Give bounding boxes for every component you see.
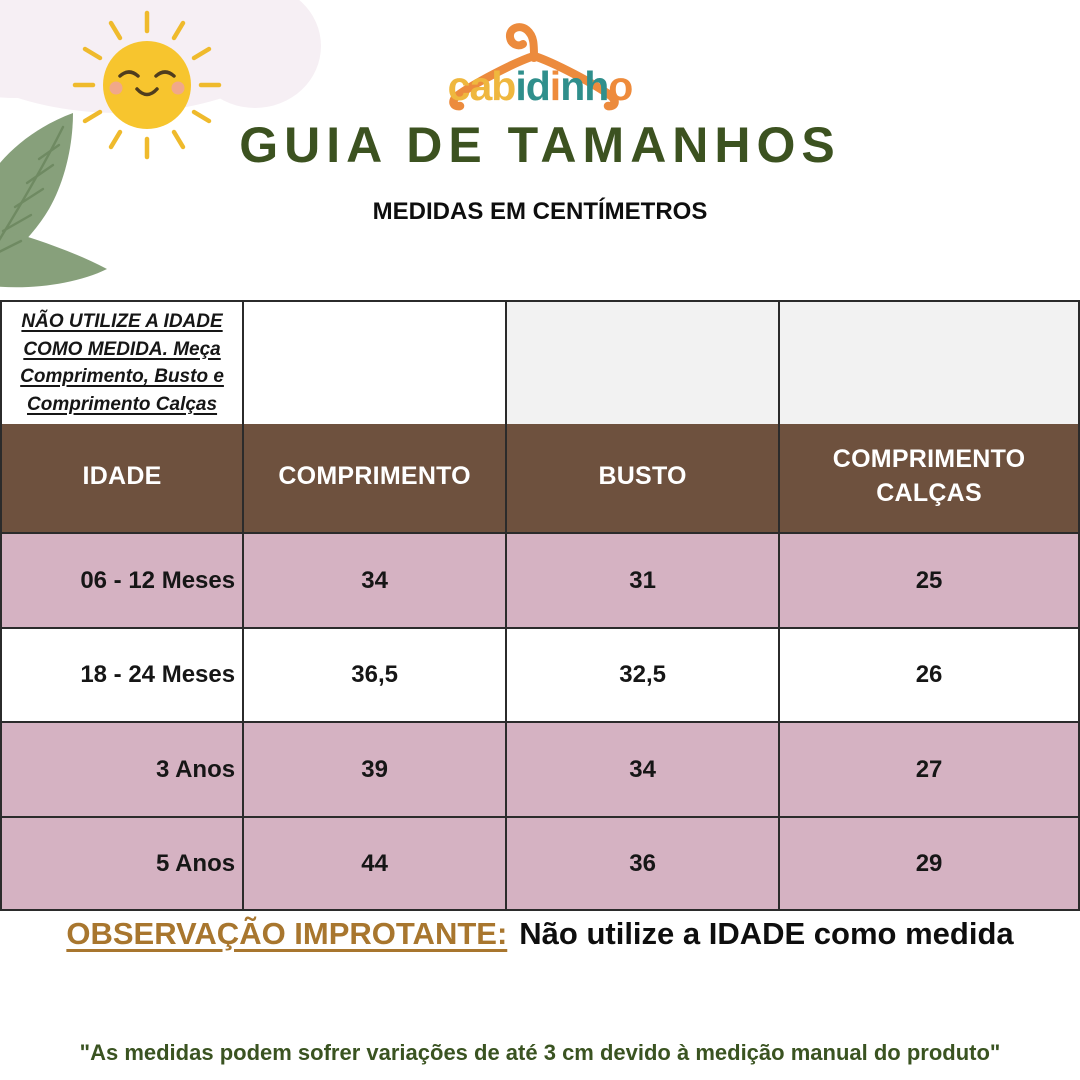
cell-comprimento: 44 [242,818,505,909]
empty-cell [242,302,505,424]
logo-letter: h [584,63,609,109]
logo-letter: o [608,63,633,109]
cell-idade: 06 - 12 Meses [80,566,236,594]
footer-quote: "As medidas podem sofrer variações de até 3 cm devido à medição manual do produto" [79,1040,1001,1065]
cell-busto: 32,5 [505,629,778,721]
table-note: NÃO UTILIZE A IDADE COMO MEDIDA. Meça Comprimento, Busto e Comprimento Calças [2,302,242,424]
empty-cell [505,302,778,424]
cell-comprimento-calcas: 29 [778,818,1078,909]
table-note-row [2,302,1078,420]
header-cell-comprimento-calcas: COMPRIMENTO CALÇAS [778,422,1078,532]
logo-letter: i [515,63,526,109]
logo-letter: d [525,63,550,109]
observation-label: OBSERVAÇÃO IMPROTANTE: [66,916,508,951]
size-table [0,300,1080,911]
logo-letter: a [469,63,492,109]
cell-comprimento-calcas: 26 [778,629,1078,721]
header-cell-comprimento: COMPRIMENTO [242,422,505,532]
table-header-row [2,420,1078,532]
logo-wordmark [0,64,1080,109]
logo-letter: c [447,63,470,109]
page-title: GUIA DE TAMANHOS [239,117,841,173]
observation-line [0,916,1080,952]
observation-text: Não utilize a IDADE como medida [519,916,1014,951]
logo-letter: i [549,63,561,109]
header-cell-idade: IDADE [82,462,162,491]
logo-letter: b [491,63,516,109]
empty-cell [778,302,1078,424]
table-row [2,816,1078,909]
cell-comprimento-calcas: 27 [778,723,1078,816]
logo-letter: n [560,63,585,109]
cell-idade: 3 Anos [155,755,236,783]
table-row [2,532,1078,627]
cell-busto: 34 [505,723,778,816]
header-cell-busto: BUSTO [505,422,778,532]
cell-comprimento: 34 [242,534,505,627]
page-subtitle: MEDIDAS EM CENTÍMETROS [372,198,708,225]
cell-idade: 18 - 24 Meses [80,661,236,688]
table-row [2,721,1078,816]
table-row [2,627,1078,721]
cell-busto: 36 [505,818,778,909]
cell-comprimento: 39 [242,723,505,816]
cell-idade: 5 Anos [155,849,236,877]
cell-comprimento: 36,5 [242,629,505,721]
cell-comprimento-calcas: 25 [778,534,1078,627]
cell-busto: 31 [505,534,778,627]
